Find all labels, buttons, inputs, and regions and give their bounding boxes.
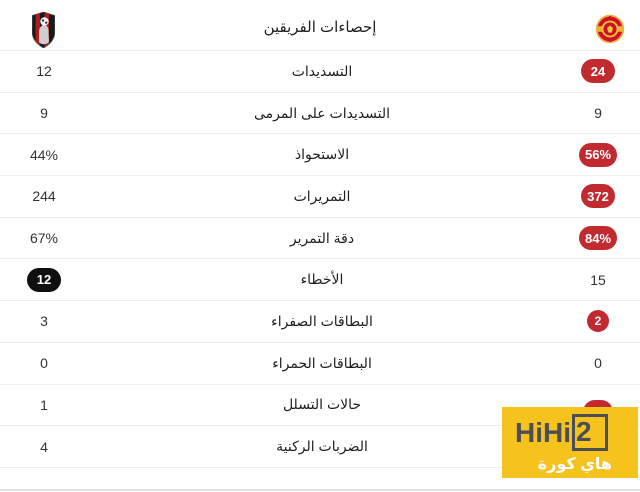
left-team-value: 12 bbox=[36, 63, 52, 80]
watermark-subtitle: هاي كورة bbox=[537, 456, 612, 474]
right-team-value: 9 bbox=[594, 105, 602, 122]
right-team-value: 84% bbox=[556, 226, 640, 250]
manchester-united-crest-icon bbox=[595, 14, 625, 44]
left-team-value: 4 bbox=[40, 438, 48, 455]
right-team-value: 2 bbox=[556, 310, 640, 332]
stat-row bbox=[0, 343, 640, 385]
stat-row bbox=[0, 259, 640, 301]
left-team-value: 12 bbox=[0, 268, 88, 292]
stat-label: البطاقات الحمراء bbox=[272, 354, 372, 371]
stat-label: الأخطاء bbox=[300, 271, 344, 288]
stat-label: التسديدات bbox=[291, 62, 353, 79]
stat-row bbox=[0, 134, 640, 176]
stat-row bbox=[0, 218, 640, 260]
stat-row bbox=[0, 51, 640, 93]
right-team-value: 372 bbox=[556, 184, 640, 208]
stat-label: دقة التمرير bbox=[289, 229, 355, 246]
stat-row bbox=[0, 301, 640, 343]
right-team-value: 0 bbox=[594, 355, 602, 372]
afc-bournemouth-crest-icon bbox=[32, 12, 55, 48]
watermark-logo bbox=[515, 414, 638, 451]
right-team-value: 15 bbox=[590, 271, 606, 288]
left-team-value: 244 bbox=[32, 188, 56, 205]
stat-row bbox=[0, 93, 640, 135]
stat-label: حالات التسلل bbox=[282, 396, 362, 413]
stat-label: البطاقات الصفراء bbox=[271, 312, 373, 329]
stat-label: الاستحواذ bbox=[294, 146, 350, 163]
left-team-value: 67% bbox=[29, 230, 59, 247]
stat-label: التمريرات bbox=[293, 187, 351, 204]
left-team-value: 44% bbox=[29, 146, 59, 163]
stats-table bbox=[0, 51, 640, 468]
left-team-value: 1 bbox=[40, 396, 48, 413]
stat-label: التسديدات على المرمى bbox=[253, 104, 391, 121]
left-team-value: 9 bbox=[40, 105, 48, 122]
watermark-brand-prefix: HiHi bbox=[515, 416, 571, 448]
panel-bottom-edge bbox=[0, 489, 640, 491]
stats-header bbox=[0, 0, 640, 51]
stats-title: إحصاءات الفريقين bbox=[263, 19, 377, 36]
left-team-value: 3 bbox=[40, 313, 48, 330]
stat-label: الضربات الركنية bbox=[276, 438, 368, 455]
left-team-value: 0 bbox=[40, 355, 48, 372]
right-team-value: 56% bbox=[556, 143, 640, 167]
right-team-value: 24 bbox=[556, 59, 640, 83]
hihi2-watermark bbox=[502, 407, 638, 478]
watermark-brand-boxed: 2 bbox=[572, 414, 608, 451]
stat-row bbox=[0, 176, 640, 218]
